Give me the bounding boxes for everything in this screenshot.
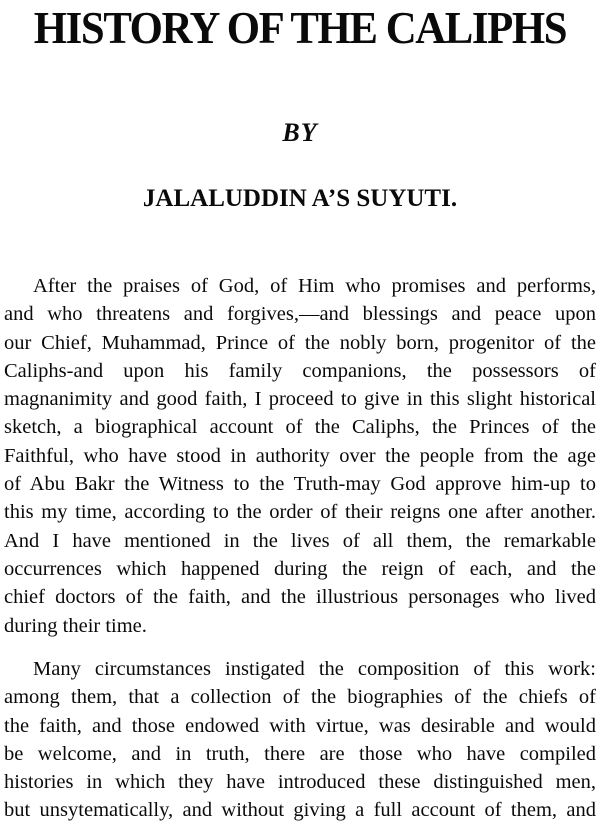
- paragraph-1: [4, 272, 596, 640]
- author-name: JALALUDDIN A’S SUYUTI.: [142, 185, 458, 212]
- text-line: chief doctors of the faith, and the illustrious personages who lived: [4, 586, 596, 609]
- page-title: HISTORY OF THE CALIPHS: [33, 2, 567, 53]
- text-line: but unsytematically, and without giving a full account of them, and: [4, 799, 596, 822]
- text-line: Faithful, who have stood in authority over the people from the age: [4, 444, 596, 467]
- text-line: Many circumstances instigated the composition of this work:: [33, 658, 596, 680]
- text-line: among them, that a collection of the biographies of the chiefs of: [4, 686, 596, 709]
- text-line: of Abu Bakr the Witness to the Truth-may God approve him-up to: [4, 473, 596, 496]
- text-line: After the praises of God, of Him who promises and performs,: [33, 275, 596, 297]
- text-line: sketch, a biographical account of the Caliphs, the Princes of the: [4, 416, 596, 439]
- byline: BY: [282, 118, 318, 147]
- text-line: and who threatens and forgives,—and blessings and peace upon: [4, 303, 596, 326]
- text-line: our Chief, Muhammad, Prince of the nobly born, progenitor of the: [4, 331, 596, 354]
- paragraph-2: [4, 655, 596, 825]
- text-line: during their time.: [4, 614, 147, 637]
- text-line: occurrences which happened during the reign of each, and the: [4, 557, 596, 580]
- text-line: be welcome, and in truth, there are those who have compiled: [4, 742, 596, 765]
- text-line: magnanimity and good faith, I proceed to give in this slight historical: [4, 388, 596, 411]
- text-line: the faith, and those endowed with virtue, was desirable and would: [4, 714, 596, 737]
- text-line: histories in which they have introduced these distinguished men,: [4, 771, 596, 794]
- text-line: And I have mentioned in the lives of all them, the remarkable: [4, 529, 596, 552]
- text-line: Caliphs-and upon his family companions, the possessors of: [4, 359, 596, 382]
- text-line: this my time, according to the order of their reigns one after another.: [4, 501, 596, 524]
